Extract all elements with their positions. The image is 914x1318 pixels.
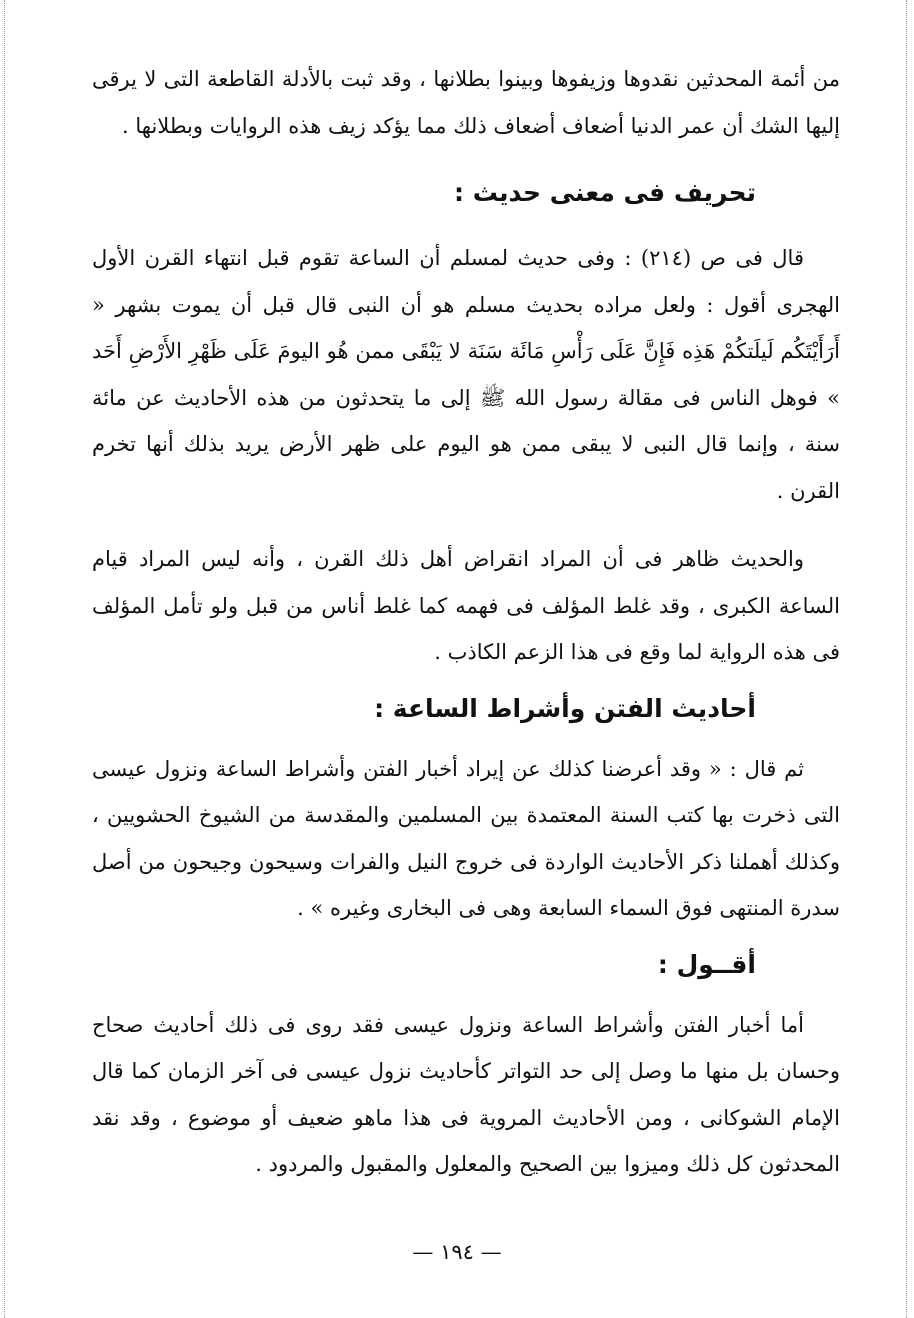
page-number: — ١٩٤ — [412,1240,502,1264]
right-page-edge [906,0,907,1318]
heading-hadith-distortion: تحريف فى معنى حديث : [454,178,756,207]
paragraph-3: والحديث ظاهر فى أن المراد انقراض أهل ذلك القرن ، وأنه ليس المراد قيام الساعة الكبرى ، وقد غلط المؤلف فى فهمه كما غلط أناس من قبل ولو تأمل المؤلف فى هذه الرواية لما وقع فى هذا الزعم الكاذب . [92,547,840,664]
paragraph-5: أما أخبار الفتن وأشراط الساعة ونزول عيسى فقد روى فى ذلك أحاديث صحاح وحسان بل منها ما وصل إلى حد التواتر كأحاديث نزول عيسى فى آخر الزمان كما قال الإمام الشوكانى ، ومن الأحاديث المروية فى هذا ماهو ضعيف أو موضوع ، وقد نقد المحدثون كل ذلك وميزوا بين الصحيح والمعلول والمقبول والمردود . [92,1012,840,1176]
paragraph-2: قال فى ص (٢١٤) : وفى حديث لمسلم أن الساعة تقوم قبل انتهاء القرن الأول الهجرى أقول : ولعل مراده بحديث مسلم هو أن النبى قال قبل أن يموت بشهر « أَرَأَيْتَكُم لَيلَتكُمْ هَذِه فَإِنَّ عَلَى رَأْسِ مَائَة سَنَة لا يَبْقَى ممن هُو اليومَ عَلَى ظَهْرِ الأَرْضِ أَحَد » فوهل الناس فى مقالة رسول الله ﷺ إلى ما يتحدثون من هذه الأحاديث عن مائة سنة ، وإنما قال النبى لا يبقى ممن هو اليوم على ظهر الأرض يريد بذلك أنها تخرم القرن . [92,246,840,503]
paragraph-1: من أئمة المحدثين نقدوها وزيفوها وبينوا بطلانها ، وقد ثبت بالأدلة القاطعة التى لا يرقى إليها الشك أن عمر الدنيا أضعاف أضعاف ذلك مما يؤكد زيف هذه الروايات وبطلانها . [92,67,840,138]
heading-i-say: أقــول : [657,949,756,979]
page-body [92,56,840,1188]
paragraph-4: ثم قال : « وقد أعرضنا كذلك عن إيراد أخبار الفتن وأشراط الساعة ونزول عيسى التى ذخرت بها كتب السنة المعتمدة بين المسلمين والمقدسة من الشيوخ الحشويين ، وكذلك أهملنا ذكر الأحاديث الواردة فى خروج النيل والفرات وسيحون وجيحون من أصل سدرة المنتهى فوق السماء السابعة وهى فى البخارى وغيره » . [92,756,840,920]
left-page-edge [4,0,5,1318]
heading-fitan-hadiths: أحاديث الفتن وأشراط الساعة : [374,693,756,723]
